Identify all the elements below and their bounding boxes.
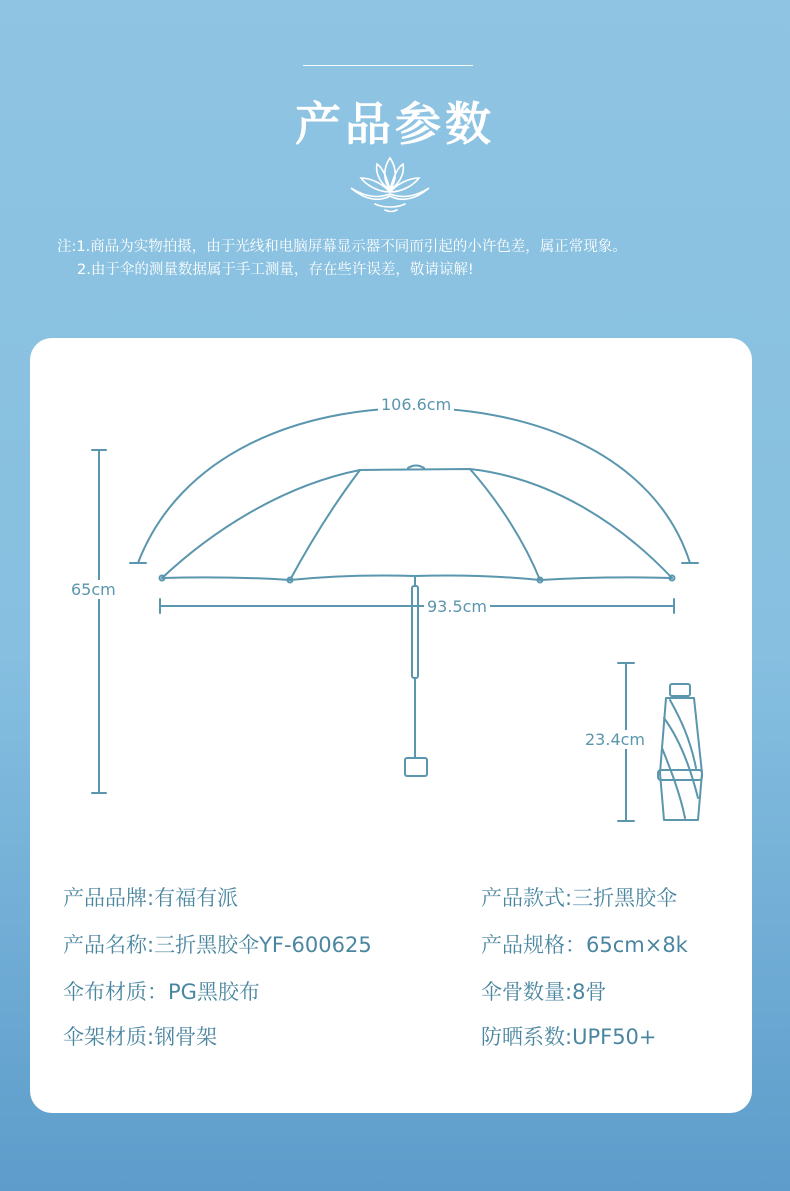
umbrella-shaft: [412, 586, 418, 678]
arc-length-label: 106.6cm: [378, 395, 454, 414]
spec-style: 产品款式:三折黑胶伞: [481, 886, 678, 910]
spec-fabric: 伞布材质：PG黑胶布: [63, 980, 260, 1004]
spec-frame: 伞架材质:钢骨架: [63, 1025, 218, 1049]
spec-brand: 产品品牌:有福有派: [63, 886, 239, 910]
note-line-1: 注:1.商品为实物拍摄，由于光线和电脑屏幕显示器不同而引起的小许色差，属正常现象。: [57, 239, 627, 255]
folded-length-label: 23.4cm: [582, 730, 648, 749]
canopy-outline: [162, 469, 672, 578]
spec-size: 产品规格：65cm×8k: [481, 933, 688, 957]
page-title: 产品参数: [295, 97, 495, 151]
spec-name: 产品名称:三折黑胶伞YF-600625: [63, 933, 372, 957]
title-divider: [303, 65, 473, 66]
spec-card: [30, 338, 752, 1113]
height-label: 65cm: [68, 580, 119, 599]
note-line-2: 2.由于伞的测量数据属于手工测量，存在些许误差，敬请谅解!: [77, 262, 474, 278]
spec-upf: 防晒系数:UPF50+: [481, 1025, 657, 1049]
folded-umbrella: [658, 684, 702, 820]
arc-dimension-line: [138, 408, 690, 563]
spec-ribs: 伞骨数量:8骨: [481, 980, 607, 1004]
width-label: 93.5cm: [424, 597, 490, 616]
umbrella-handle: [405, 758, 427, 776]
umbrella-diagram: [30, 338, 752, 858]
lotus-icon: [345, 150, 435, 220]
